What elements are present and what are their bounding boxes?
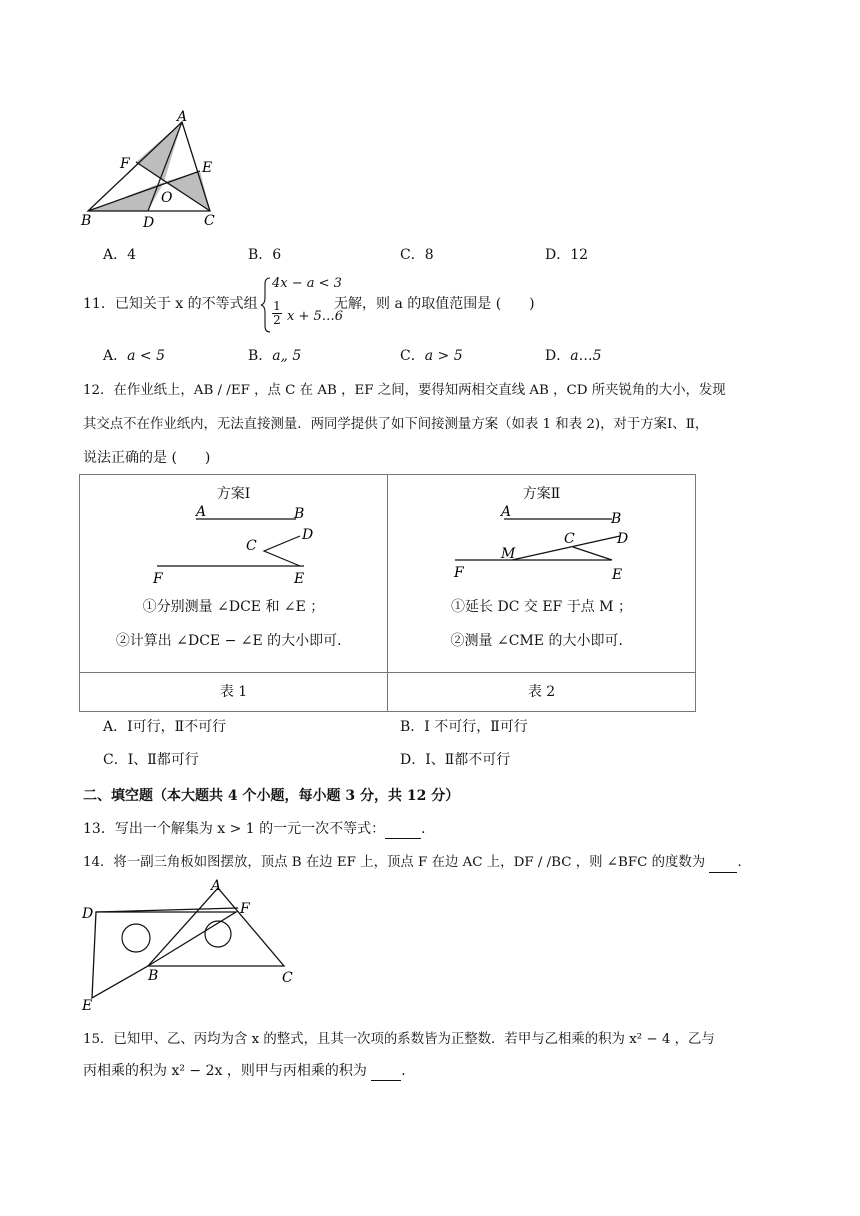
q12-methods-table bbox=[79, 474, 696, 712]
q11-option-a[interactable] bbox=[103, 346, 165, 366]
option-letter: B． bbox=[400, 719, 425, 735]
plan1-figure bbox=[80, 503, 386, 583]
q14-label-f: F bbox=[240, 901, 250, 917]
q11-option-b[interactable] bbox=[248, 346, 301, 366]
option-letter: A． bbox=[103, 247, 128, 263]
option-text: 8 bbox=[424, 247, 434, 263]
q10-triangle-figure bbox=[80, 108, 230, 232]
q14-answer-blank[interactable] bbox=[709, 858, 737, 873]
q14-line bbox=[83, 853, 751, 873]
q14-label-c: C bbox=[282, 970, 293, 986]
plan1-label-e: E bbox=[294, 571, 305, 583]
q14-hole-right bbox=[205, 921, 231, 947]
plan1-step1: ①分别测量 ∠DCE 和 ∠E ； bbox=[142, 599, 325, 615]
option-text: 4 bbox=[127, 247, 137, 263]
q12-option-a[interactable] bbox=[103, 717, 226, 737]
q10-label-b: B bbox=[81, 213, 92, 229]
q15-line-1: 15．已知甲、乙、丙均为含 x 的整式，且其一次项的系数皆为正整数．若甲与乙相乘的积为 x² − 4 ，乙与 bbox=[83, 1032, 715, 1047]
option-letter: B． bbox=[248, 247, 273, 263]
q13-period: ． bbox=[421, 821, 436, 837]
q11-system-frac bbox=[272, 300, 282, 327]
q10-option-c[interactable] bbox=[400, 245, 434, 265]
plan1-cell bbox=[80, 475, 388, 673]
q15-text: 丙相乘的积为 x² − 2x ，则甲与丙相乘的积为 bbox=[83, 1063, 372, 1079]
plan2-label-d: D bbox=[617, 531, 629, 547]
plan2-label-m: M bbox=[501, 546, 516, 562]
plan1-footer: 表 1 bbox=[80, 673, 388, 712]
plan2-footer: 表 2 bbox=[388, 673, 696, 712]
q11-system-line1: 4x − a < 3 bbox=[272, 276, 342, 291]
plan1-label-c: C bbox=[246, 538, 257, 554]
plan2-title: 方案Ⅱ bbox=[522, 486, 561, 502]
plan2-label-e: E bbox=[612, 567, 623, 583]
q11-frac-denominator: 2 bbox=[273, 313, 281, 327]
plan2-step2: ②测量 ∠CME 的大小即可． bbox=[450, 633, 633, 649]
q11-option-d[interactable] bbox=[545, 346, 602, 366]
option-text: Ⅰ、Ⅱ都不可行 bbox=[425, 752, 511, 768]
plan1-step2: ②计算出 ∠DCE − ∠E 的大小即可． bbox=[115, 633, 352, 649]
plan2-cell bbox=[388, 475, 696, 673]
q12-line-1: 12．在作业纸上，AB / /EF ，点 C 在 AB ，EF 之间，要得知两相交直线 AB ，CD 所夹锐角的大小，发现 bbox=[83, 383, 726, 398]
q11-stem-text: 已知关于 x 的不等式组 bbox=[114, 296, 258, 312]
option-letter: C． bbox=[103, 752, 128, 768]
q10-label-d: D bbox=[143, 215, 155, 231]
q13-line bbox=[83, 819, 435, 839]
plan2-figure bbox=[388, 503, 694, 583]
q11-frac-numerator: 1 bbox=[273, 299, 281, 313]
plan2-label-c: C bbox=[564, 531, 575, 547]
plan1-title: 方案Ⅰ bbox=[216, 486, 251, 502]
q14-label-e: E bbox=[82, 998, 93, 1012]
q14-label-b: B bbox=[148, 968, 159, 984]
option-letter: C． bbox=[400, 247, 425, 263]
q13-text: 13．写出一个解集为 x > 1 的一元一次不等式： bbox=[83, 821, 386, 837]
plan2-label-f: F bbox=[454, 565, 464, 581]
plan1-label-a: A bbox=[196, 504, 207, 520]
option-letter: D． bbox=[545, 348, 571, 364]
q10-shaded-region-afo bbox=[136, 122, 182, 182]
option-letter: B． bbox=[248, 348, 273, 364]
q14-text: 14．将一副三角板如图摆放，顶点 B 在边 EF 上，顶点 F 在边 AC 上，DF / /BC ，则 ∠BFC 的度数为 bbox=[83, 855, 710, 870]
q15-line-2 bbox=[83, 1061, 415, 1081]
q15-answer-blank[interactable] bbox=[371, 1066, 401, 1081]
q14-label-a: A bbox=[211, 878, 222, 894]
option-text: Ⅰ、Ⅱ都可行 bbox=[127, 752, 199, 768]
q12-line-2: 其交点不在作业纸内，无法直接测量．两同学提供了如下间接测量方案（如表 1 和表 2)，对于方案Ⅰ、Ⅱ， bbox=[83, 417, 709, 432]
q10-label-c: C bbox=[204, 213, 215, 229]
q11-stem-after: 无解，则 a 的取值范围是 ( ) bbox=[334, 296, 535, 312]
option-text: Ⅰ可行，Ⅱ不可行 bbox=[127, 719, 227, 735]
q10-option-a[interactable] bbox=[103, 245, 136, 265]
option-text: a > 5 bbox=[424, 348, 463, 364]
q10-label-f: F bbox=[120, 156, 130, 172]
option-letter: D． bbox=[545, 247, 571, 263]
section-heading-fill-in: 二、填空题（本大题共 4 个小题，每小题 3 分，共 12 分） bbox=[83, 788, 460, 804]
q11-brace-icon bbox=[260, 276, 272, 334]
plan1-label-f: F bbox=[153, 571, 163, 583]
q13-answer-blank[interactable] bbox=[385, 824, 421, 839]
q12-line-3: 说法正确的是 ( ) bbox=[83, 450, 211, 466]
q14-hole-left bbox=[122, 924, 150, 952]
q10-label-o: O bbox=[161, 190, 173, 206]
q11-system-line2: x + 5…6 bbox=[287, 309, 344, 324]
plan2-step1: ①延长 DC 交 EF 于点 M ； bbox=[451, 599, 632, 615]
option-text: a…5 bbox=[570, 348, 602, 364]
q14-period: ． bbox=[737, 855, 751, 870]
plan1-label-b: B bbox=[294, 506, 305, 522]
option-text: a < 5 bbox=[127, 348, 166, 364]
option-text: 6 bbox=[272, 247, 282, 263]
q11-stem-before bbox=[83, 294, 258, 314]
q12-option-c[interactable] bbox=[103, 750, 199, 770]
plan2-label-b: B bbox=[611, 511, 622, 527]
q10-label-a: A bbox=[177, 109, 188, 125]
option-text: I 不可行，Ⅱ可行 bbox=[424, 719, 528, 735]
q12-option-d[interactable] bbox=[400, 750, 510, 770]
option-text: 12 bbox=[570, 247, 589, 263]
q14-triangle-set-figure bbox=[78, 876, 300, 1012]
q10-option-b[interactable] bbox=[248, 245, 281, 265]
plan2-label-a: A bbox=[501, 504, 512, 520]
q15-period: ． bbox=[401, 1063, 416, 1079]
plan1-label-d: D bbox=[302, 527, 314, 543]
q14-label-d: D bbox=[82, 906, 94, 922]
option-letter: D． bbox=[400, 752, 426, 768]
option-letter: A． bbox=[103, 719, 128, 735]
q10-option-d[interactable] bbox=[545, 245, 588, 265]
q10-label-e: E bbox=[202, 160, 213, 176]
q11-option-c[interactable] bbox=[400, 346, 463, 366]
option-text: a„ 5 bbox=[272, 348, 302, 364]
option-letter: C． bbox=[400, 348, 425, 364]
q11-number: 11． bbox=[83, 296, 115, 312]
q12-option-b[interactable] bbox=[400, 717, 528, 737]
option-letter: A． bbox=[103, 348, 128, 364]
